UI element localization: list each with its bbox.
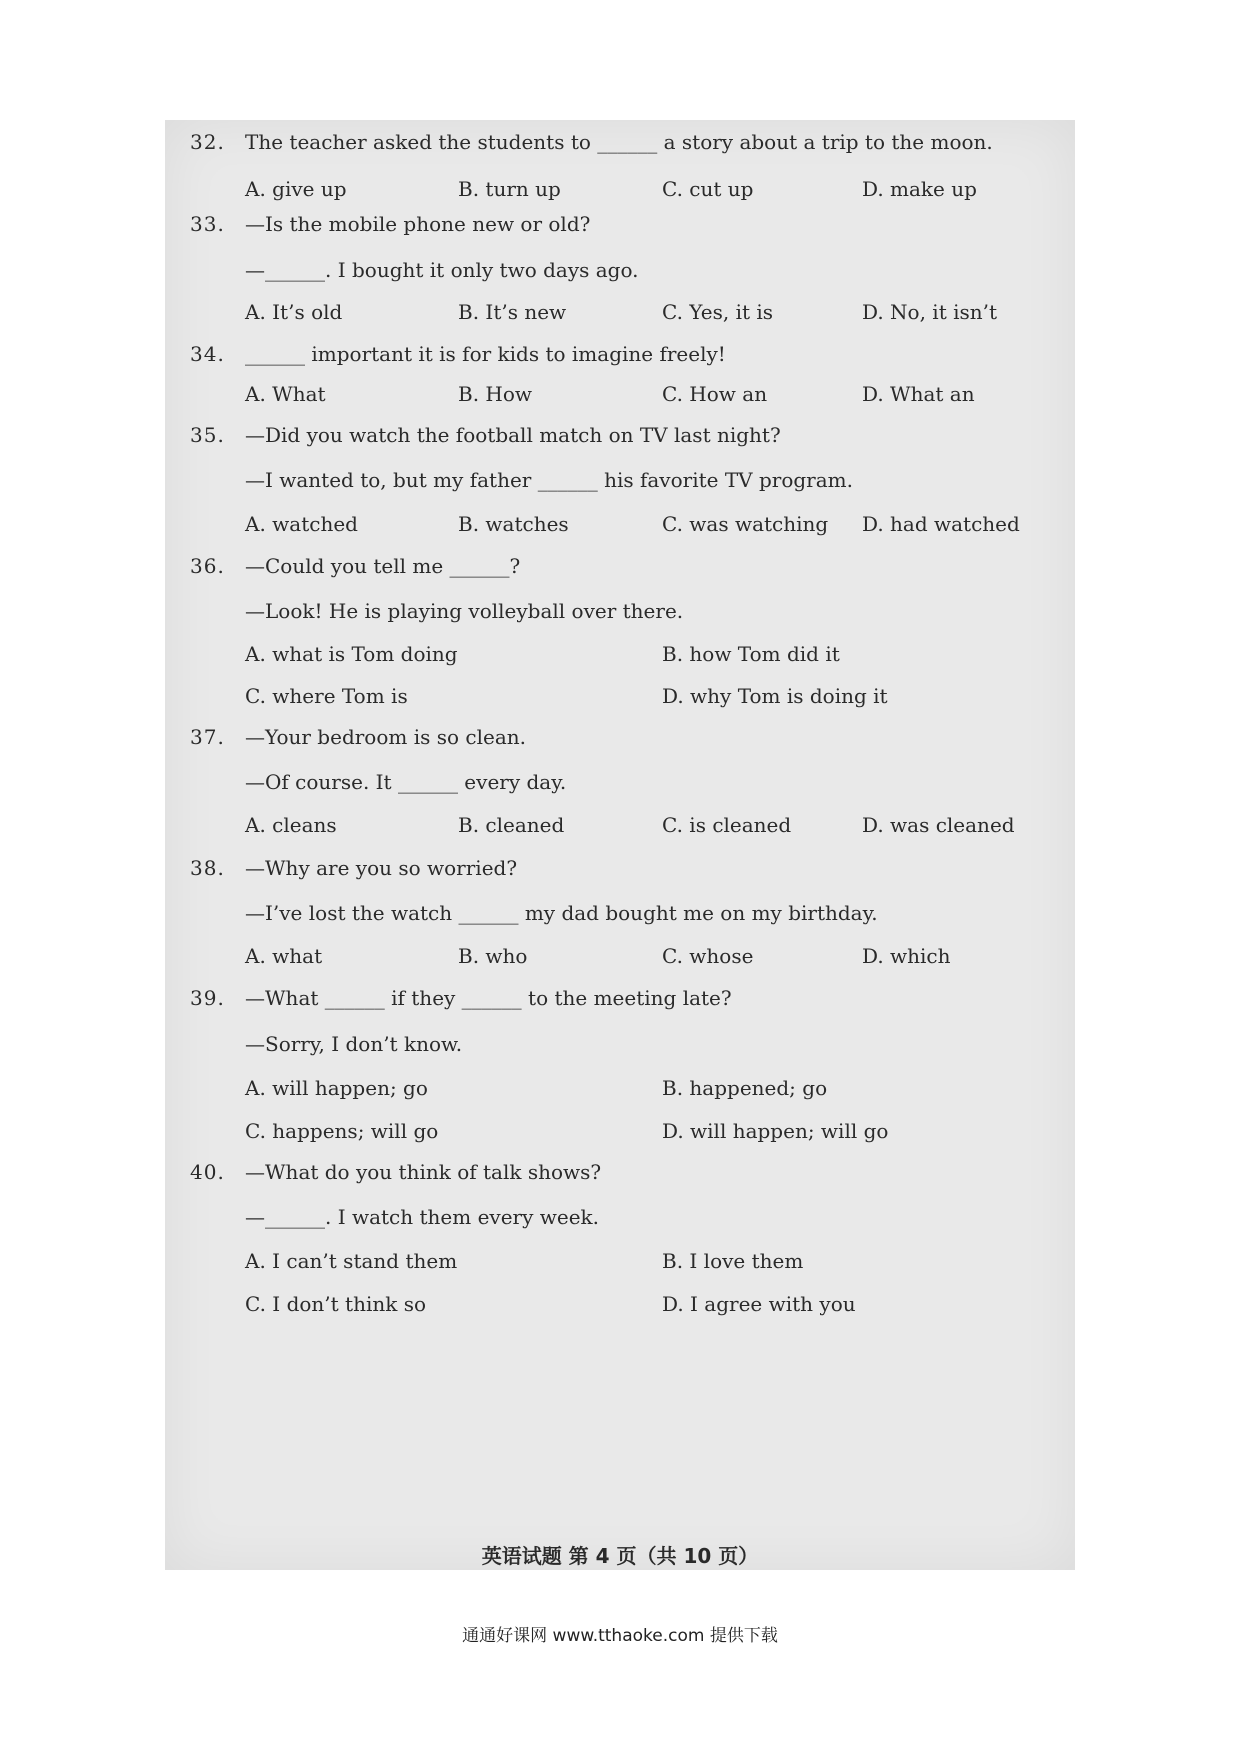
page-footer: 英语试题 第 4 页（共 10 页） (481, 1544, 759, 1568)
option-b: B. how Tom did it (662, 642, 840, 666)
question-text-line2: —______. I watch them every week. (245, 1205, 600, 1229)
option-d: D. I agree with you (662, 1292, 856, 1316)
question-number: 39. (190, 986, 225, 1010)
option-c: C. where Tom is (245, 684, 408, 708)
question-text: —What do you think of talk shows? (245, 1160, 602, 1184)
question-number: 36. (190, 554, 225, 578)
option-a: A. I can’t stand them (245, 1249, 458, 1273)
option-d: D. why Tom is doing it (662, 684, 888, 708)
option-b: B. cleaned (458, 813, 565, 837)
option-b: B. turn up (458, 177, 561, 201)
option-a: A. What (245, 382, 326, 406)
option-a: A. give up (245, 177, 347, 201)
question-number: 38. (190, 856, 225, 880)
option-c: C. whose (662, 944, 754, 968)
question-number: 34. (190, 342, 225, 366)
option-a: A. will happen; go (245, 1076, 428, 1100)
question-text: The teacher asked the students to ______ a story about a trip to the moon. (245, 130, 993, 154)
option-a: A. what is Tom doing (245, 642, 458, 666)
option-c: C. cut up (662, 177, 754, 201)
option-b: B. who (458, 944, 528, 968)
option-d: D. had watched (862, 512, 1020, 536)
question-number: 33. (190, 212, 225, 236)
question-text: —Your bedroom is so clean. (245, 725, 526, 749)
option-c: C. How an (662, 382, 768, 406)
question-text: —What ______ if they ______ to the meeting late? (245, 986, 732, 1010)
exam-page (165, 120, 1075, 1570)
option-c: C. Yes, it is (662, 300, 774, 324)
question-number: 37. (190, 725, 225, 749)
option-a: A. It’s old (245, 300, 343, 324)
option-b: B. I love them (662, 1249, 804, 1273)
question-number: 40. (190, 1160, 225, 1184)
option-b: B. happened; go (662, 1076, 828, 1100)
question-text-line2: —______. I bought it only two days ago. (245, 258, 639, 282)
option-c: C. is cleaned (662, 813, 792, 837)
option-d: D. was cleaned (862, 813, 1015, 837)
question-text-line2: —I wanted to, but my father ______ his favorite TV program. (245, 468, 853, 492)
option-b: B. watches (458, 512, 569, 536)
question-text-line2: —Sorry, I don’t know. (245, 1032, 463, 1056)
option-d: D. which (862, 944, 951, 968)
question-text: —Could you tell me ______? (245, 554, 521, 578)
option-d: D. No, it isn’t (862, 300, 998, 324)
question-text: —Is the mobile phone new or old? (245, 212, 591, 236)
option-d: D. make up (862, 177, 977, 201)
option-c: C. was watching (662, 512, 829, 536)
question-text-line2: —Look! He is playing volleyball over there. (245, 599, 684, 623)
option-d: D. will happen; will go (662, 1119, 889, 1143)
question-number: 32. (190, 130, 225, 154)
question-text: —Why are you so worried? (245, 856, 518, 880)
option-c: C. happens; will go (245, 1119, 439, 1143)
option-a: A. cleans (245, 813, 337, 837)
option-d: D. What an (862, 382, 975, 406)
question-text-line2: —Of course. It ______ every day. (245, 770, 567, 794)
option-b: B. It’s new (458, 300, 567, 324)
question-text: ______ important it is for kids to imagine freely! (245, 342, 726, 366)
question-text-line2: —I’ve lost the watch ______ my dad bought me on my birthday. (245, 901, 878, 925)
option-a: A. watched (245, 512, 358, 536)
option-c: C. I don’t think so (245, 1292, 427, 1316)
question-number: 35. (190, 423, 225, 447)
option-b: B. How (458, 382, 533, 406)
download-credit: 通通好课网 www.tthaoke.com 提供下载 (462, 1626, 778, 1646)
question-text: —Did you watch the football match on TV last night? (245, 423, 781, 447)
option-a: A. what (245, 944, 323, 968)
